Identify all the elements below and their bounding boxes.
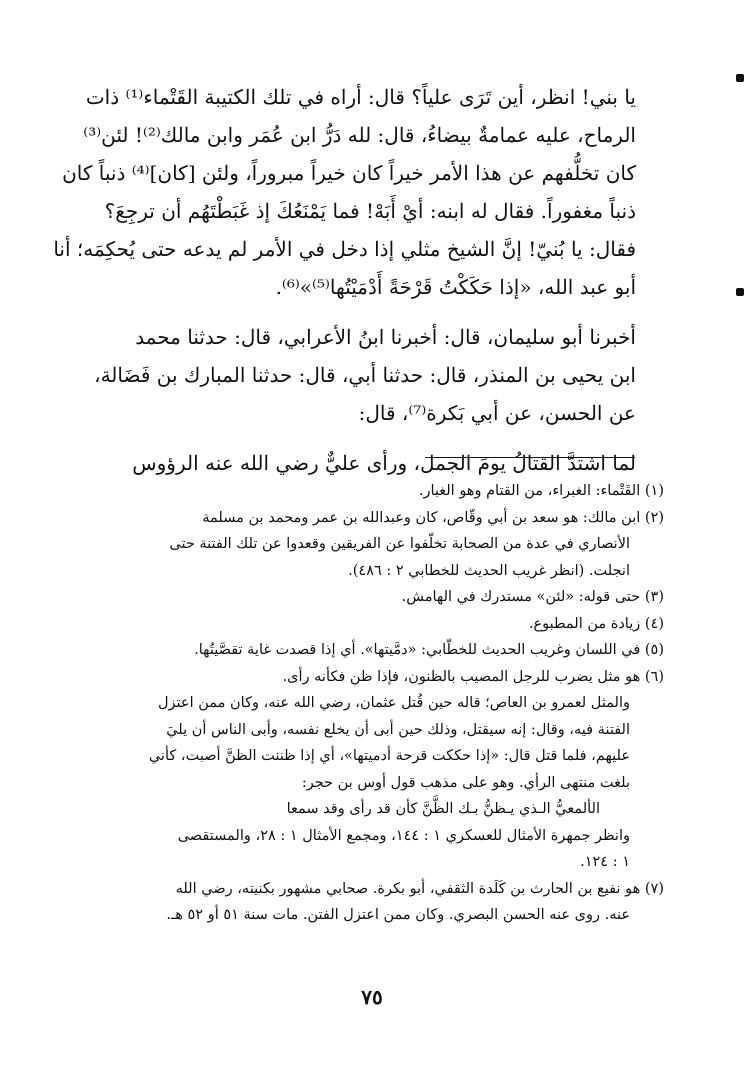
page-number: ٧٥ [361,985,383,1009]
footnote-1: (١) القَتْماء: الغبراء، من القتام وهو الغبار. [418,483,664,499]
text-line: لما اشتدَّ القتالُ يومَ الجمل، ورأى عليٌّ رضي الله عنه الرؤوس [132,451,636,475]
paragraph-3 [108,444,636,482]
footnote-2-line: الأنصاري في عدة من الصحابة تخلّفوا عن الفريقين وقعدوا عن تلك الفتنة حتى [169,536,630,552]
footnote-6-line: وانظر جمهرة الأمثال للعسكري ١ : ١٤٤، ومجمع الأمثال ١ : ٢٨، والمستقصى [177,827,630,844]
footnote-3: (٣) حتى قوله: «لئن» مستدرك في الهامش. [401,589,664,605]
text-line: أبو عبد الله، «إذا حَكَكْتُ قَرْحَةً أَدْمَيْتُها⁽⁵⁾»⁽⁶⁾. [275,275,636,299]
footnotes [96,478,664,929]
text-line: الرماح، عليه عمامةٌ بيضاءُ، قال: لله دَرُّ ابن عُمَر وابن مالك⁽²⁾! لئن⁽³⁾ [83,123,636,147]
edge-mark [736,74,744,82]
footnote-6-line: بلغت منتهى الرأي. وهو على مذهب قول أوس بن حجر: [301,774,630,791]
text-line: يا بني! انظر، أين تَرَى علياً؟ قال: أراه في تلك الكتيبة القَتْماء⁽¹⁾ ذات [85,85,636,109]
footnote-7: (٧) هو نفيع بن الحارث بن كَلَدة الثقفي، أبو بكرة. صحابي مشهور بكنيته، رضي الله [175,880,664,897]
main-text [53,78,636,482]
text-line: كان تخلُّفهم عن هذا الأمر خيراً كان خيراً مبروراً، ولئن [كان]⁽⁴⁾ ذنباً كان [62,161,636,185]
edge-mark [736,288,744,296]
footnote-6-line: ١ : ١٢٤. [580,854,630,870]
footnote-6-line: عليهم، فلما قتل قال: «إذا حككت قرحة أدميتها»، أي إذا ظننت الظنَّ أصبت، كأني [148,748,630,764]
paragraph-2 [94,318,636,432]
text-line: ابن يحيى بن المنذر، قال: حدثنا أبي، قال: حدثنا المبارك بن فَضَالة، [94,363,636,387]
footnote-4: (٤) زيادة من المطبوع. [528,615,664,632]
footnote-2-line: انجلت. (انظر غريب الحديث للخطابي ٢ : ٤٨٦). [348,562,630,579]
text-line: فقال: يا بُنيّ! إنَّ الشيخ مثلي إذا دخل في الأمر لم يدعه حتى يُحكِمَه؛ أنا [53,237,636,261]
footnote-separator [425,457,635,458]
paragraph-1 [53,78,636,306]
text-line: أخبرنا أبو سليمان، قال: أخبرنا ابنُ الأعرابي، قال: حدثنا محمد [135,325,636,349]
footnote-7-line: عنه. روى عنه الحسن البصري. وكان ممن اعتزل الفتن. مات سنة ٥١ أو ٥٢ هـ. [166,907,630,923]
footnote-2: (٢) ابن مالك: هو سعد بن أبي وقّاص، كان وعبدالله بن عمر ومحمد بن مسلمة [202,509,664,526]
text-line: عن الحسن، عن أبي بَكرة⁽⁷⁾، قال: [358,401,636,425]
poetry-verse: الألمعيُّ الـذي يـظنُّ بـك الظَّنَّ كأن قد رأى وقد سمعا [286,801,600,817]
footnote-6-line: الفتنة فيه، وقال: إنه سيقتل، وذلك حين أبى أن يخلع نفسه، وأبى الناس أن يليَ [166,721,630,738]
text-line: ذنباً مغفوراً. فقال له ابنه: أيْ أَبَهْ! فما يَمْنَعُكَ إذ غَبَطْتَهُم أن ترجِعَ؟ [104,199,636,223]
footnote-5: (٥) في اللسان وغريب الحديث للخطّابي: «دمَّيتها». أي إذا قصدت غاية تقصَّيتُها. [194,642,664,658]
footnote-6-line: والمثل لعمرو بن العاص؛ قاله حين قُتل عثمان، رضي الله عنه، وكان ممن اعتزل [158,695,630,711]
footnote-6: (٦) هو مثل يضرب للرجل المصيب بالظنون، فإذا ظن فكأنه رأى. [282,668,664,685]
